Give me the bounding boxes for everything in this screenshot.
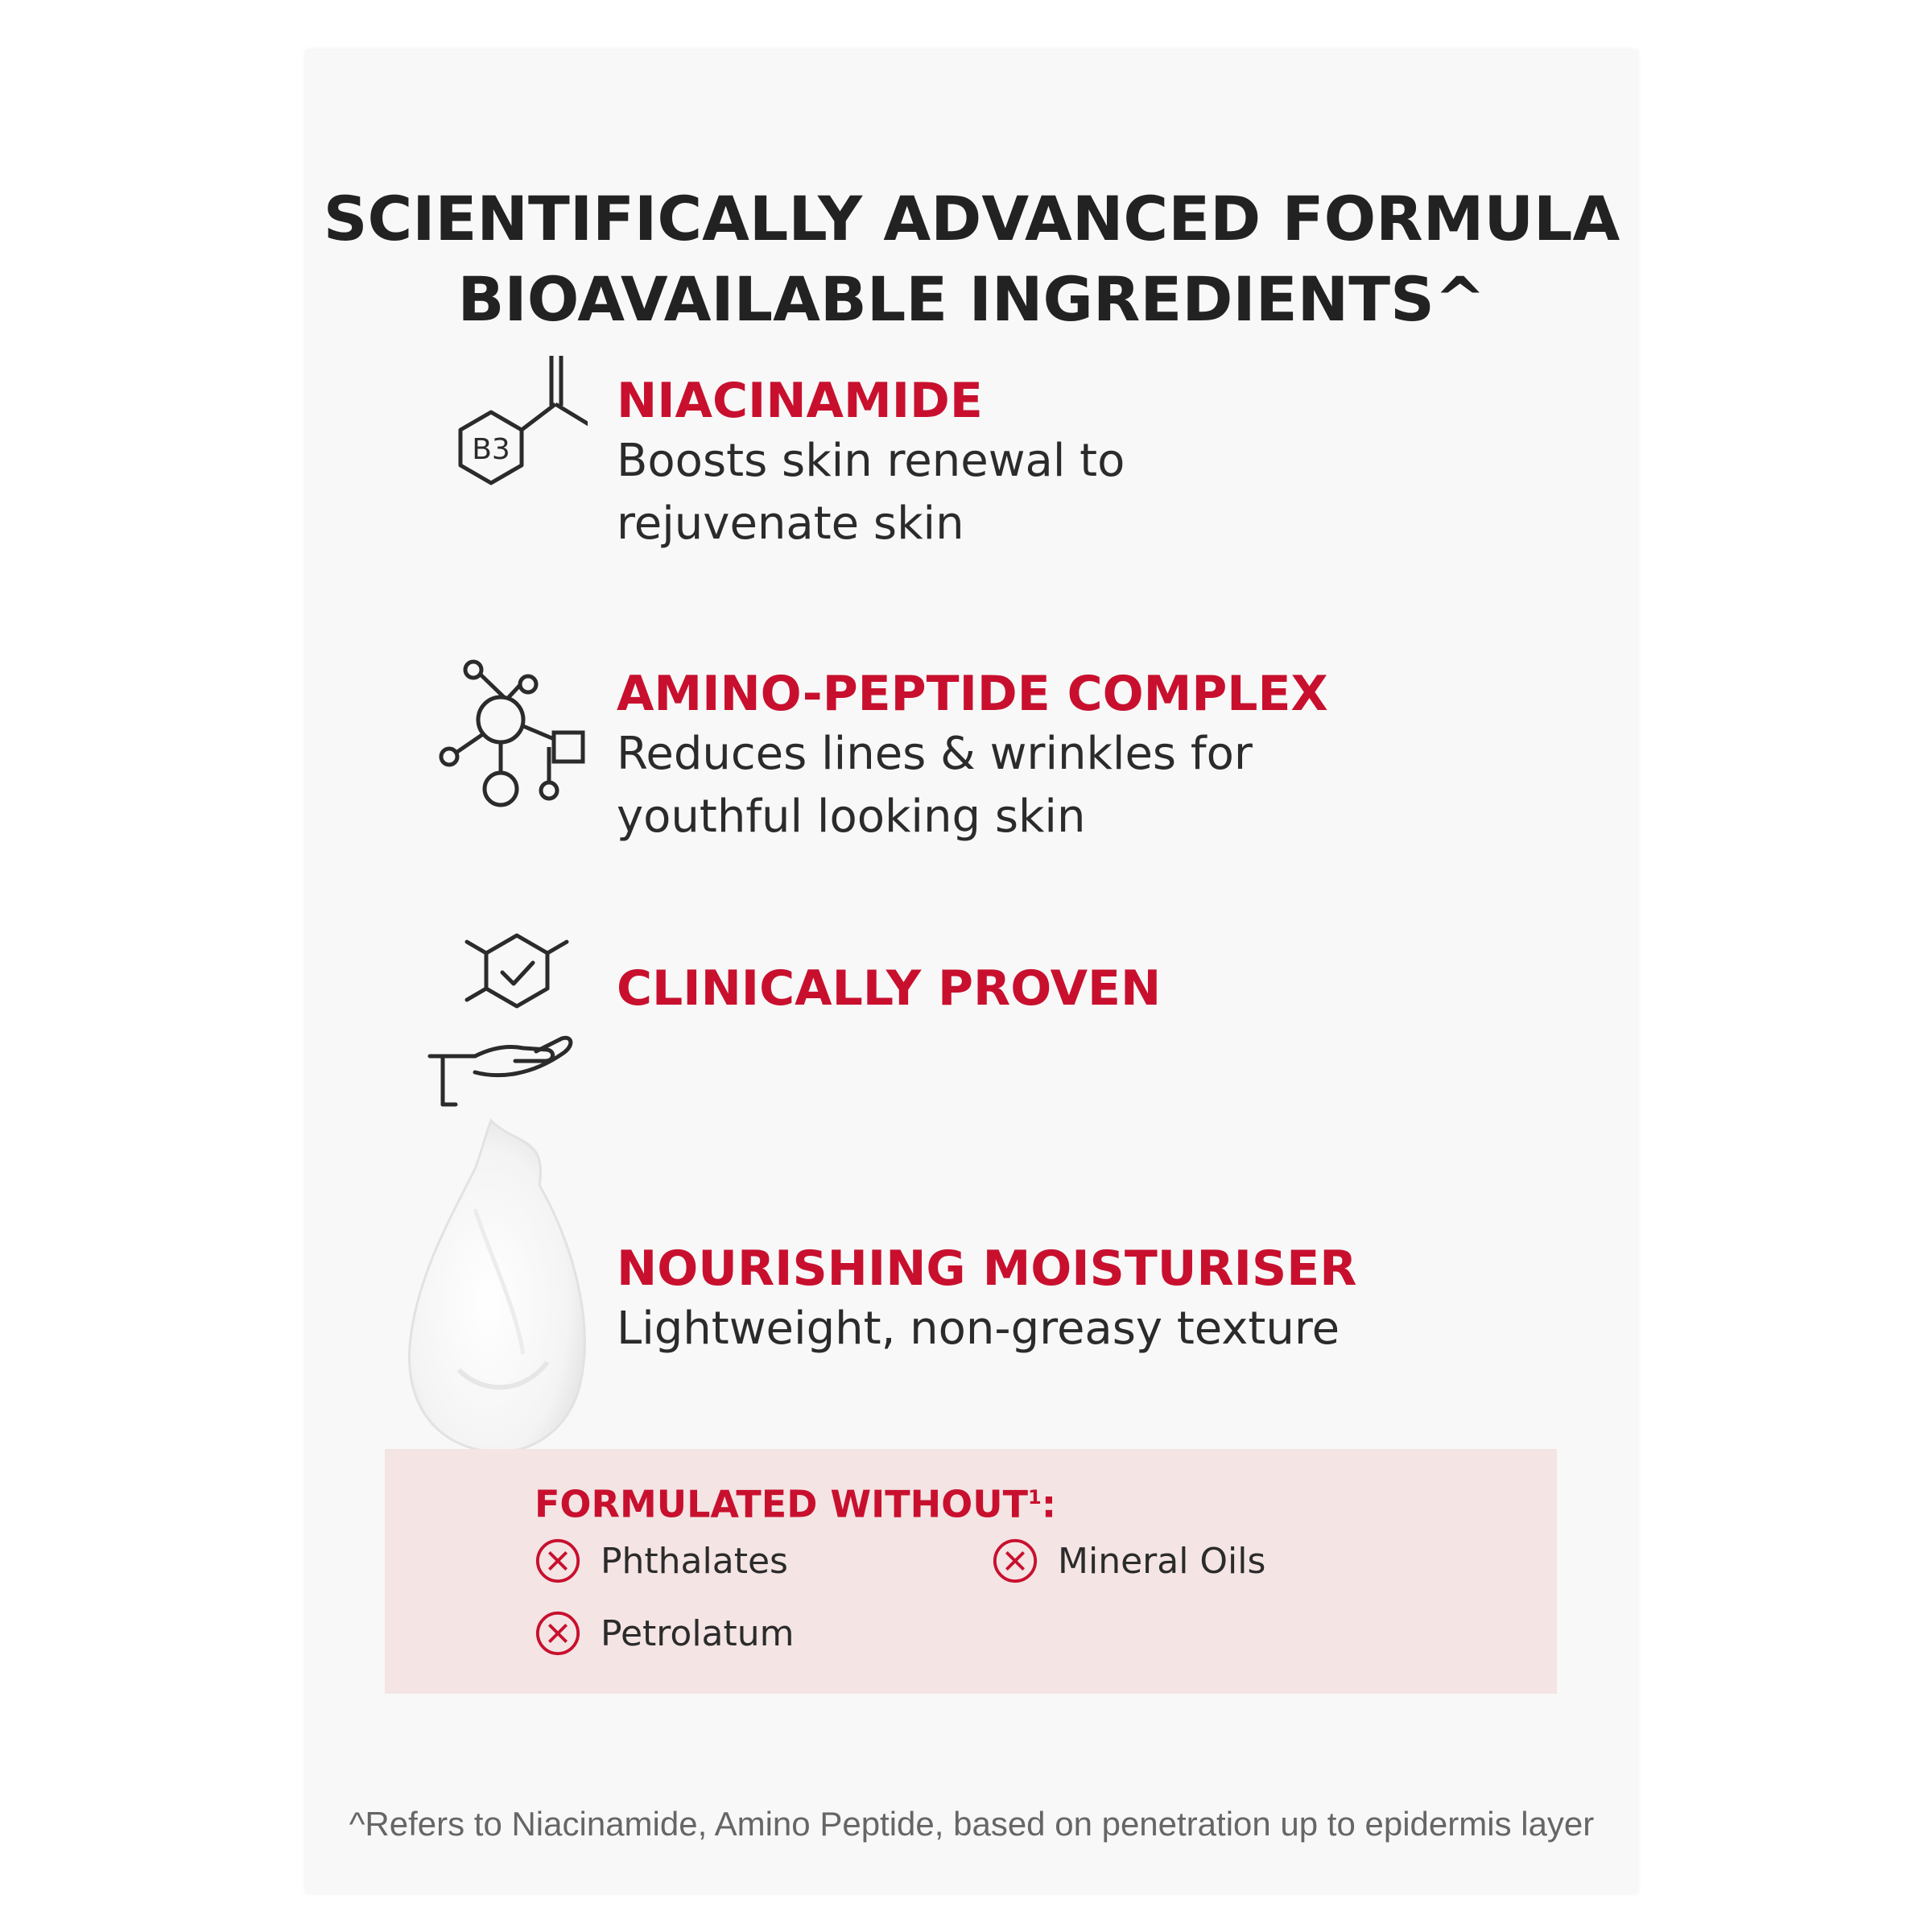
- x-circle-icon: [535, 1538, 581, 1584]
- formulated-without-box: [385, 1449, 1557, 1694]
- without-item-label: Petrolatum: [601, 1612, 795, 1654]
- b3-molecule-icon: [427, 332, 588, 517]
- feature-desc-amino-peptide-2: youthful looking skin: [617, 791, 1086, 843]
- product-info-card: [306, 50, 1637, 1893]
- feature-title-amino-peptide: AMINO-PEPTIDE COMPLEX: [617, 666, 1328, 722]
- footnote: ^Refers to Niacinamide, Amino Peptide, based on penetration up to epidermis layer: [349, 1805, 1595, 1843]
- headline-line-1: SCIENTIFICALLY ADVANCED FORMULA: [323, 183, 1620, 254]
- feature-title-niacinamide: NIACINAMIDE: [617, 373, 983, 429]
- without-item-label: Phthalates: [601, 1540, 788, 1582]
- feature-desc-nourishing-moisturiser: Lightweight, non-greasy texture: [617, 1302, 1340, 1355]
- without-item-petrolatum: [535, 1610, 795, 1657]
- feature-desc-niacinamide-2: rejuvenate skin: [617, 497, 964, 550]
- x-circle-icon: [535, 1610, 581, 1657]
- formulated-without-title: [535, 1473, 1056, 1528]
- without-item-label: Mineral Oils: [1058, 1540, 1266, 1582]
- formulated-without-label: FORMULATED WITHOUT: [535, 1482, 1028, 1526]
- feature-desc-amino-peptide-1: Reduces lines & wrinkles for: [617, 728, 1253, 780]
- feature-title-clinically-proven: CLINICALLY PROVEN: [617, 960, 1162, 1017]
- feature-desc-niacinamide-1: Boosts skin renewal to: [617, 435, 1125, 487]
- feature-title-nourishing-moisturiser: NOURISHING MOISTURISER: [617, 1241, 1357, 1297]
- peptide-network-icon: [427, 613, 604, 823]
- headline: [306, 179, 1637, 340]
- cream-swatch-icon: [394, 1096, 588, 1467]
- without-item-phthalates: [535, 1538, 788, 1584]
- b3-icon-label: B3: [472, 433, 510, 466]
- formulated-without-footnote-mark: 1: [1027, 1486, 1042, 1509]
- formulated-without-colon: :: [1041, 1482, 1057, 1526]
- x-circle-icon: [992, 1538, 1038, 1584]
- headline-line-2: BIOAVAILABLE INGREDIENTS^: [457, 263, 1486, 335]
- without-item-mineral-oils: [992, 1538, 1265, 1584]
- hand-check-hexagon-icon: [419, 903, 596, 1113]
